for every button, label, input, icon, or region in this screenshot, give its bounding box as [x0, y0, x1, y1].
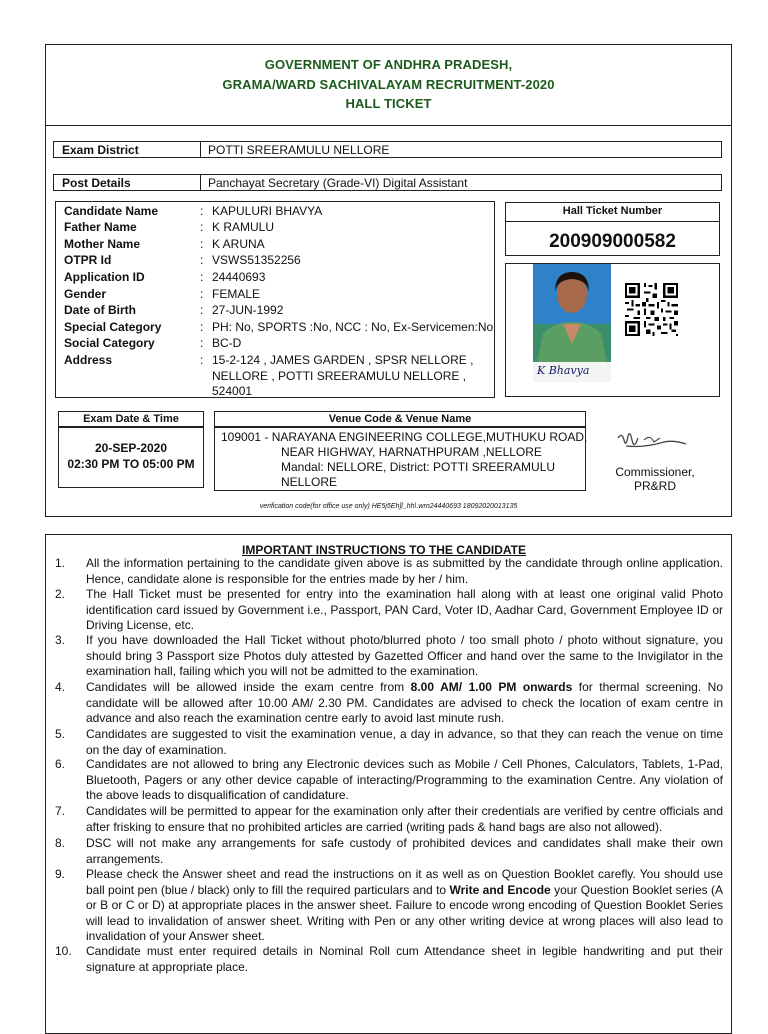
exam-district-value: POTTI SREERAMULU NELLORE: [208, 143, 390, 157]
field-label: OTPR Id: [64, 253, 112, 267]
instructions-title: IMPORTANT INSTRUCTIONS TO THE CANDIDATE: [242, 543, 526, 557]
field-label: Mother Name: [64, 237, 141, 251]
instruction-number: 2.: [55, 587, 66, 601]
field-label: Social Category: [64, 336, 155, 350]
instruction-number: 1.: [55, 556, 66, 570]
instruction-text: Please check the Answer sheet and read the instructions on it as well as on Question Booklet carefly. You should use ball point pen (blue / black) only to fill the required particulars and to Write and Encode your Question Booklet series (A or B or C or D) at appropriate places in the answer sheet. Failure to encode wrong encoding of Question Booklet Series will lead to invalidation of answer sheet. Writing with Pen or any other writing device at wrong places will also lead to invalidation of your Answer sheet.: [86, 867, 723, 944]
instruction-number: 6.: [55, 757, 66, 771]
application-id-value: 24440693: [212, 270, 266, 284]
field-colon: :: [200, 320, 204, 334]
venue-line-3: Mandal: NELLORE, District: POTTI SREERAMULU: [281, 460, 556, 474]
post-details-row: [53, 174, 722, 191]
exam-date-label-box: [58, 411, 204, 427]
instruction-bold: Write and Encode: [449, 882, 551, 897]
instruction-item: [55, 867, 723, 945]
instruction-item: [55, 804, 723, 835]
hall-ticket-box: [505, 202, 720, 256]
address-value: 15-2-124 , JAMES GARDEN , SPSR NELLORE ,: [212, 353, 474, 367]
instruction-text: Candidates will be permitted to appear for the examination only after their credentials are verified by centre officials and after frisking to ensure that no prohibited articles are carried (writing pads & hand bags are also not allowed).: [86, 804, 723, 834]
candidate-name-value: KAPULURI BHAVYA: [212, 204, 323, 218]
header-line-2: GRAMA/WARD SACHIVALAYAM RECRUITMENT-2020: [222, 77, 555, 92]
venue-label: Venue Code & Venue Name: [328, 413, 472, 425]
field-label: Candidate Name: [64, 204, 159, 218]
instruction-number: 5.: [55, 727, 66, 741]
venue-text: [221, 430, 587, 490]
venue-label-box: [214, 411, 586, 427]
instruction-text: DSC will not make any arrangements for safe custody of prohibited devices and candidates shall make their own arrangements.: [86, 836, 723, 866]
field-colon: :: [200, 336, 204, 350]
field-label: Address: [64, 353, 113, 367]
instruction-item: [55, 727, 723, 758]
field-colon: :: [200, 303, 204, 317]
commissioner-title: [600, 465, 710, 493]
header-box: [45, 44, 732, 126]
instruction-number: 10.: [55, 944, 72, 958]
verification-code: verification code(for office use only) HE5j5Eh]l_hh\.wrn24440693 18092020013135: [259, 503, 518, 510]
otpr-id-value: VSWS51352256: [212, 253, 301, 267]
post-details-label: Post Details: [62, 176, 131, 190]
instruction-text: Candidates are suggested to visit the examination venue, a day in advance, so that they can reach the venue on time on the day of examination.: [86, 727, 723, 757]
field-colon: :: [200, 237, 204, 251]
dob-value: 27-JUN-1992: [212, 303, 284, 317]
instruction-item: [55, 587, 723, 634]
instruction-item: [55, 680, 723, 727]
venue-line-2: NEAR HIGHWAY, HARNATHPURAM ,NELLORE: [281, 445, 542, 459]
hall-ticket-number: 200909000582: [549, 231, 676, 252]
field-colon: :: [200, 353, 204, 367]
field-label: Father Name: [64, 220, 137, 234]
commissioner-signature: [614, 428, 694, 460]
venue-line-4: NELLORE: [281, 475, 338, 489]
post-details-value: Panchayat Secretary (Grade-VI) Digital Assistant: [208, 176, 468, 190]
exam-time-value: 02:30 PM TO 05:00 PM: [67, 457, 195, 471]
instruction-text: All the information pertaining to the candidate given above is as submitted by the candidate through online application. Hence, candidate alone is responsible for the entries made by her / him.: [86, 556, 723, 586]
instruction-number: 3.: [55, 633, 66, 647]
special-category-value: PH: No, SPORTS :No, NCC : No, Ex-Servicemen:No: [212, 320, 494, 334]
father-name-value: K RAMULU: [212, 220, 275, 234]
field-colon: :: [200, 253, 204, 267]
hall-ticket-label: Hall Ticket Number: [562, 205, 663, 217]
instruction-text: The Hall Ticket must be presented for entry into the examination hall along with at least one original valid Photo identification card issued by Government i.e., Passport, PAN Card, Voter ID, Aadhar Card, Government Employee ID or Driving License, etc.: [86, 587, 723, 633]
field-colon: :: [200, 220, 204, 234]
commissioner-line-2: PR&RD: [633, 479, 676, 493]
instruction-number: 4.: [55, 680, 66, 694]
instruction-item: [55, 633, 723, 680]
field-label: Special Category: [64, 320, 162, 334]
field-label: Gender: [64, 287, 107, 301]
header-line-3: HALL TICKET: [345, 96, 432, 111]
instruction-text: Candidates are not allowed to bring any Electronic devices such as Mobile / Cell Phones, Calculators, Tablets, 1-Pad, Bluetooth, Pagers or any other device capable of interacting/Programming to the examination Centre. Any violation of the above leads to disqualification of candidature.: [86, 757, 723, 803]
address-line-3: 524001: [212, 384, 253, 398]
field-label: Date of Birth: [64, 303, 136, 317]
candidate-photo: [533, 264, 611, 382]
instruction-text: Candidates will be allowed inside the exam centre from 8.00 AM/ 1.00 PM onwards for thermal screening. No candidate will be allowed after 10.00 AM/ 2.30 PM. Candidates are advised to check the location of exam centre in advance and also reach the examination centre early to avoid last minute rush.: [86, 680, 723, 726]
instruction-item: [55, 757, 723, 804]
instruction-number: 8.: [55, 836, 66, 850]
field-label: Application ID: [64, 270, 145, 284]
exam-date-box: [58, 427, 204, 488]
qr-code: [625, 283, 678, 336]
exam-district-row: [53, 141, 722, 158]
exam-date-label: Exam Date & Time: [83, 413, 179, 425]
header-line-1: GOVERNMENT OF ANDHRA PRADESH,: [264, 57, 513, 72]
address-line-2: NELLORE , POTTI SREERAMULU NELLORE ,: [212, 369, 467, 383]
instruction-number: 7.: [55, 804, 66, 818]
instruction-text: If you have downloaded the Hall Ticket without photo/blurred photo / too small photo / photo without signature, you should bring 3 Passport size Photos duly attested by Gazetted Officer and hand over the same to the Invigilator in the examination hall, failing which you will not be admitted to the examination.: [86, 633, 723, 679]
field-colon: :: [200, 287, 204, 301]
venue-box: [214, 427, 586, 491]
gender-value: FEMALE: [212, 287, 261, 301]
candidate-signature: K Bhavya: [537, 364, 590, 377]
social-category-value: BC-D: [212, 336, 242, 350]
instruction-number: 9.: [55, 867, 66, 881]
instruction-item: [55, 556, 723, 587]
instruction-text: Candidate must enter required details in Nominal Roll cum Attendance sheet in legible handwriting and put their signature at appropriate place.: [86, 944, 723, 974]
exam-district-label: Exam District: [62, 143, 139, 157]
mother-name-value: K ARUNA: [212, 237, 265, 251]
instruction-bold: 8.00 AM/ 1.00 PM onwards: [410, 680, 573, 694]
exam-date-value: 20-SEP-2020: [94, 441, 168, 455]
instruction-item: [55, 836, 723, 867]
instruction-item: [55, 944, 723, 975]
commissioner-line-1: Commissioner,: [615, 465, 695, 479]
venue-line-1: 109001 - NARAYANA ENGINEERING COLLEGE,MUTHUKU ROAD,: [221, 430, 588, 444]
field-colon: :: [200, 270, 204, 284]
field-colon: :: [200, 204, 204, 218]
